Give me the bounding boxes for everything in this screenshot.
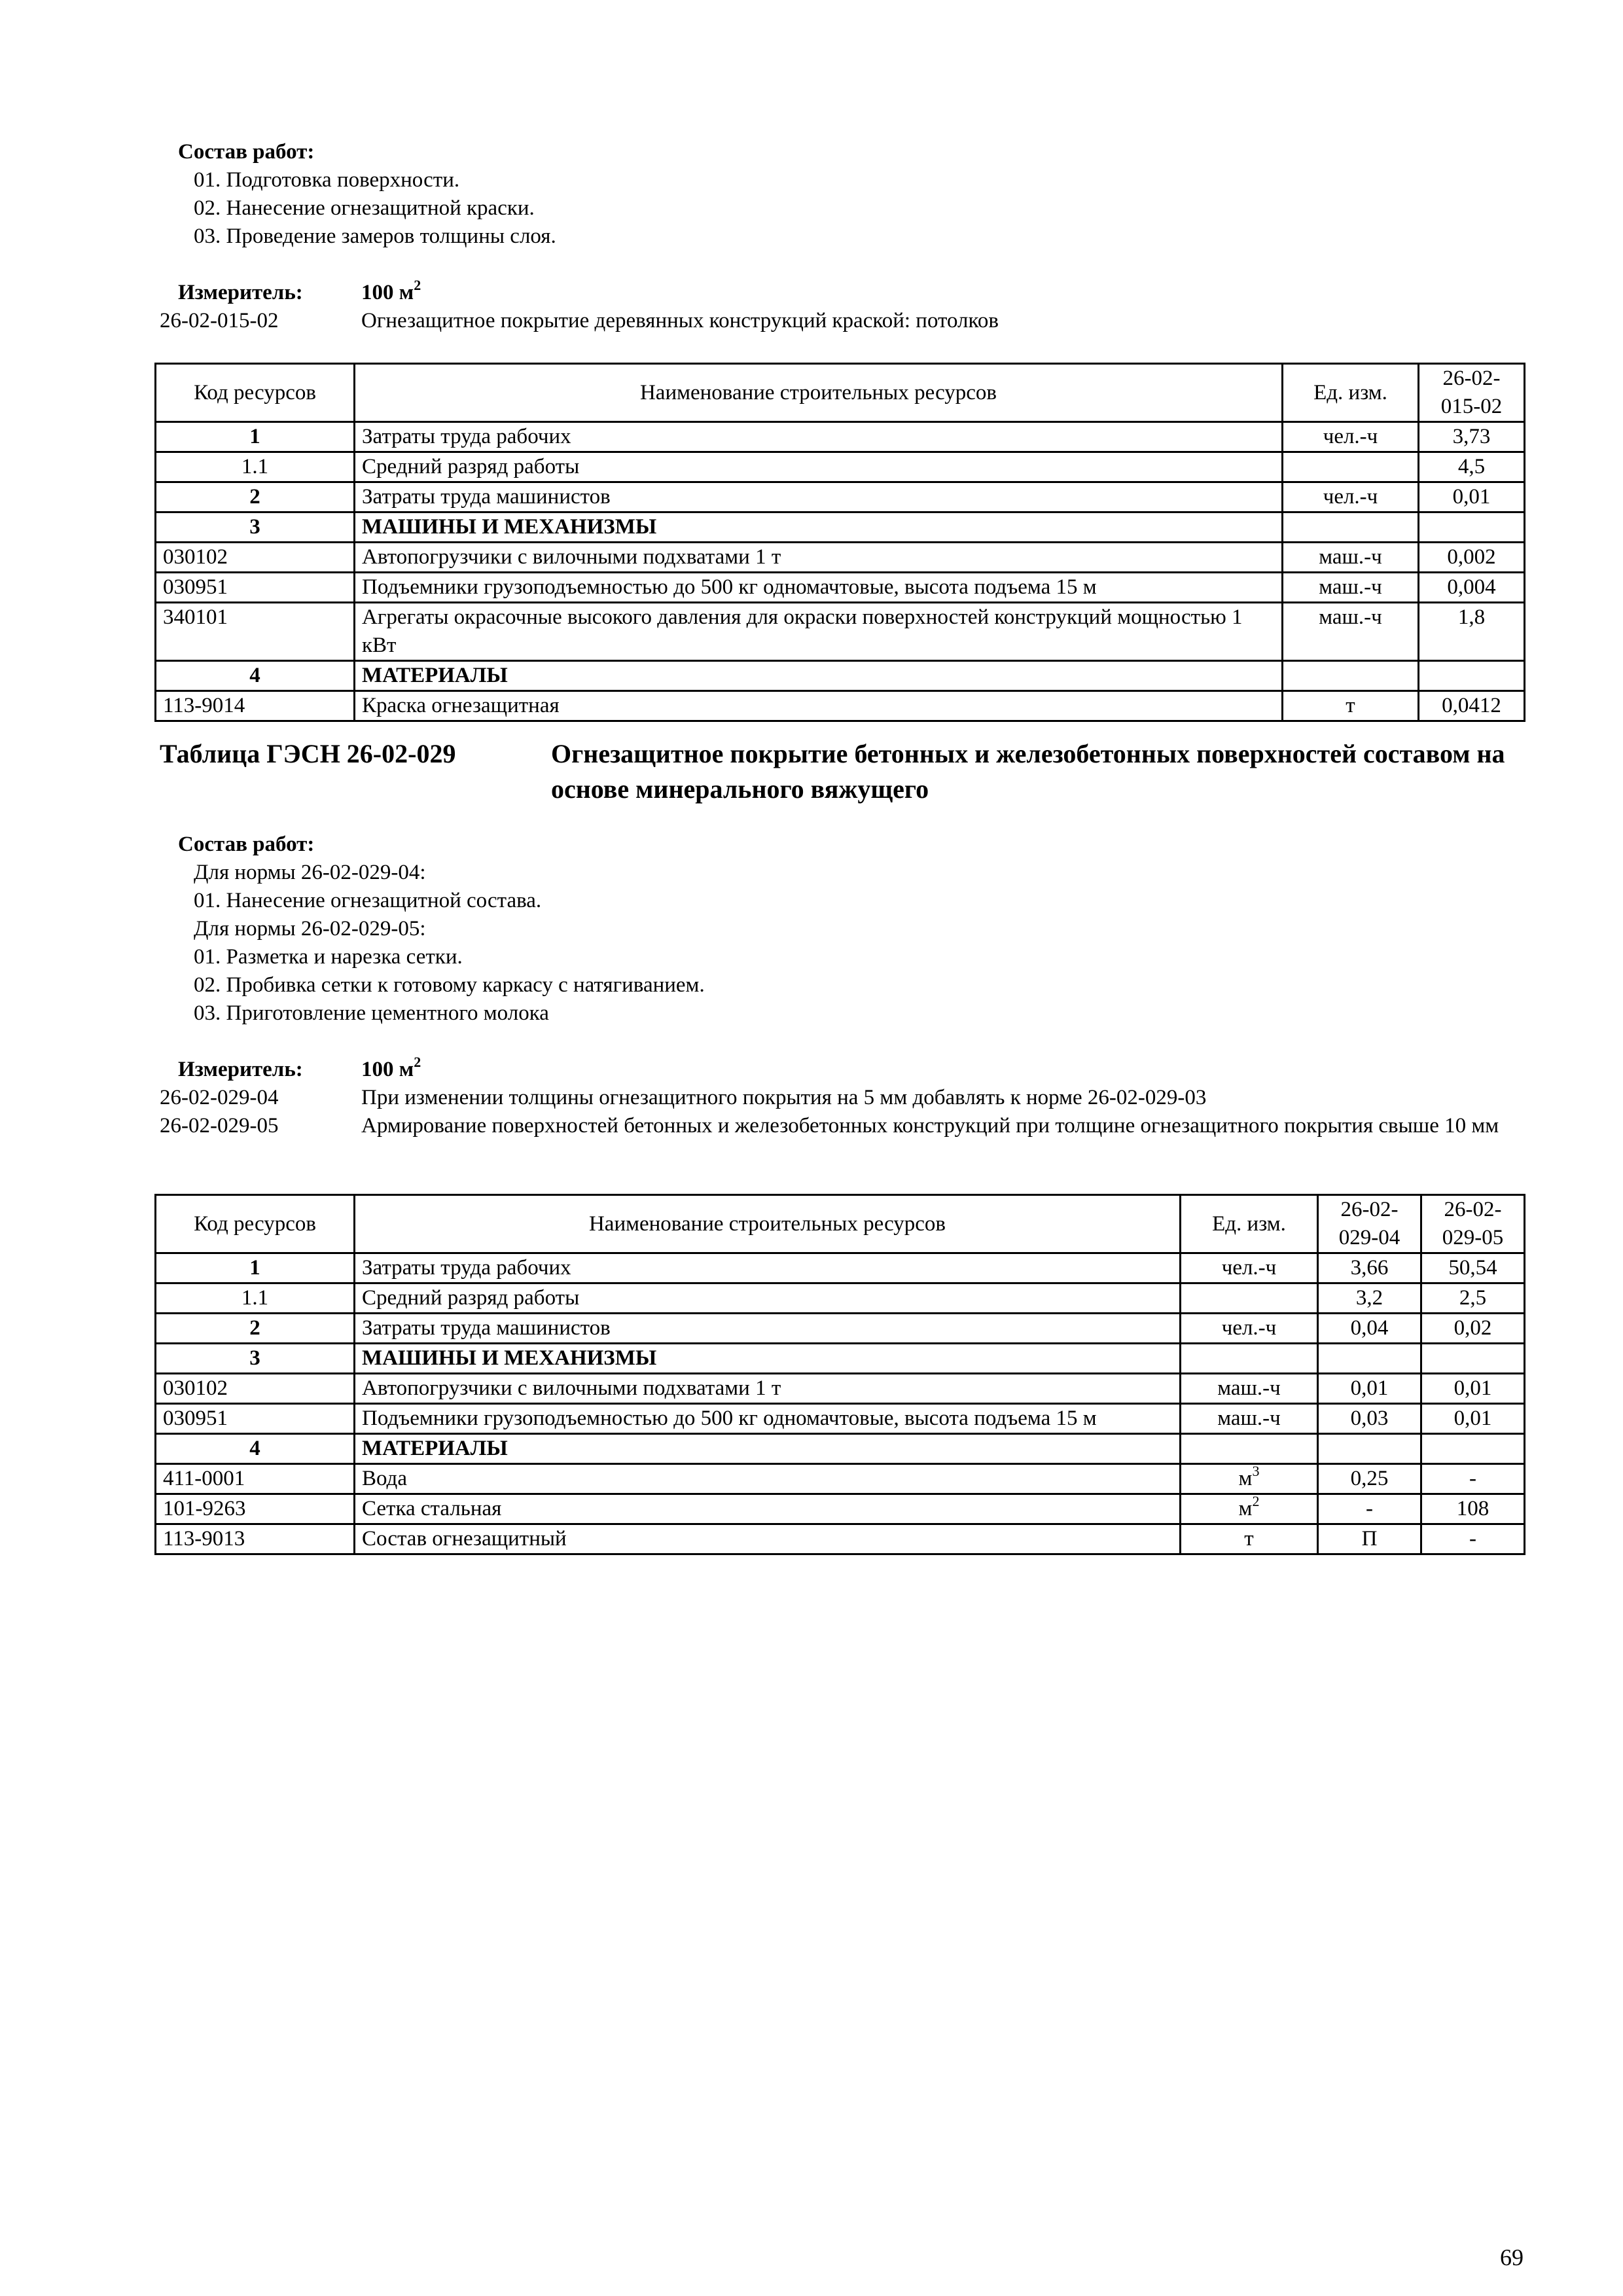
header-name: Наименование строительных ресурсов [355, 1195, 1181, 1253]
resource-group-name: МАШИНЫ И МЕХАНИЗМЫ [355, 1344, 1181, 1374]
table-row [156, 1464, 1525, 1494]
resource-code: 113-9014 [156, 691, 355, 721]
resource-group-name: МАТЕРИАЛЫ [355, 661, 1283, 691]
table-row [156, 1283, 1525, 1314]
resource-unit: т [1181, 1524, 1318, 1554]
resource-code: 4 [156, 1434, 355, 1464]
resource-code: 101-9263 [156, 1494, 355, 1524]
resource-value: 0,004 [1419, 573, 1525, 603]
resource-value: 50,54 [1421, 1253, 1525, 1283]
header-name: Наименование строительных ресурсов [355, 364, 1283, 422]
norm-code: 26-02-015-02 [160, 309, 279, 332]
resource-code: 030951 [156, 1404, 355, 1434]
table-row [156, 422, 1525, 452]
resource-name: Затраты труда машинистов [355, 1314, 1181, 1344]
header-norm-col: 26-02-015-02 [1419, 364, 1525, 422]
resource-name: Вода [355, 1464, 1181, 1494]
resource-code: 030102 [156, 1374, 355, 1404]
table-row [156, 1524, 1525, 1554]
table-row [156, 482, 1525, 512]
resource-value: 0,01 [1421, 1404, 1525, 1434]
table-row [156, 1314, 1525, 1344]
norm-description: Армирование поверхностей бетонных и железобетонных конструкций при толщине огнезащитного покрытия свыше 10 мм [361, 1114, 1499, 1138]
work-composition-heading-2: Состав работ: [178, 833, 315, 856]
resource-value: 1,8 [1419, 603, 1525, 661]
resource-name: Подъемники грузоподъемностью до 500 кг одномачтовые, высота подъема 15 м [355, 573, 1283, 603]
resource-value: 3,66 [1318, 1253, 1421, 1283]
table-header-row [156, 364, 1525, 422]
resource-value: 0,02 [1421, 1314, 1525, 1344]
table-row [156, 1253, 1525, 1283]
norm-description: При изменении толщины огнезащитного покрытия на 5 мм добавлять к норме 26-02-029-03 [361, 1086, 1207, 1109]
resource-name: Агрегаты окрасочные высокого давления для окраски поверхностей конструкций мощностью 1 кВт [355, 603, 1283, 661]
measure-label-2: Измеритель: [178, 1058, 303, 1081]
measure-value-1: 100 $м^2$ [361, 277, 421, 304]
measure-label-1: Измеритель: [178, 281, 303, 304]
resource-code: 1.1 [156, 452, 355, 482]
resource-name: Затраты труда машинистов [355, 482, 1283, 512]
header-unit: Ед. изм. [1283, 364, 1419, 422]
resource-code: 2 [156, 482, 355, 512]
resource-value: 3,2 [1318, 1283, 1421, 1314]
resource-value: 4,5 [1419, 452, 1525, 482]
resource-code: 2 [156, 1314, 355, 1344]
resource-code: 113-9013 [156, 1524, 355, 1554]
resource-code: 1 [156, 1253, 355, 1283]
resource-name: Подъемники грузоподъемностью до 500 кг одномачтовые, высота подъема 15 м [355, 1404, 1181, 1434]
resource-value: П [1318, 1524, 1421, 1554]
work-item: 02. Нанесение огнезащитной краски. [194, 196, 535, 220]
resource-value: 0,0412 [1419, 691, 1525, 721]
work-item: 03. Проведение замеров толщины слоя. [194, 224, 556, 248]
work-item: 01. Разметка и нарезка сетки. [194, 945, 463, 969]
resource-unit: чел.-ч [1283, 422, 1419, 452]
resource-unit: $м^2$ [1181, 1494, 1318, 1524]
resource-value: 0,01 [1318, 1374, 1421, 1404]
resource-code: 411-0001 [156, 1464, 355, 1494]
resource-value: - [1318, 1494, 1421, 1524]
table-header-row [156, 1195, 1525, 1253]
resource-unit: чел.-ч [1283, 482, 1419, 512]
resource-name: Затраты труда рабочих [355, 422, 1283, 452]
resource-name: Автопогрузчики с вилочными подхватами 1 т [355, 1374, 1181, 1404]
resource-group-name: МАТЕРИАЛЫ [355, 1434, 1181, 1464]
norm-code: 26-02-029-05 [160, 1114, 279, 1138]
resource-unit: маш.-ч [1283, 603, 1419, 661]
resource-name: Затраты труда рабочих [355, 1253, 1181, 1283]
resource-unit: $м^3$ [1181, 1464, 1318, 1494]
resource-code: 3 [156, 1344, 355, 1374]
header-norm-col: 26-02-029-05 [1421, 1195, 1525, 1253]
resource-value: 0,01 [1421, 1374, 1525, 1404]
table-row [156, 543, 1525, 573]
resource-unit: маш.-ч [1283, 573, 1419, 603]
work-item: Для нормы 26-02-029-05: [194, 917, 426, 941]
table-row [156, 1404, 1525, 1434]
table-row [156, 1434, 1525, 1464]
resource-name: Средний разряд работы [355, 452, 1283, 482]
resource-code: 4 [156, 661, 355, 691]
resource-value: 0,002 [1419, 543, 1525, 573]
resource-value: - [1421, 1464, 1525, 1494]
resource-value: 0,25 [1318, 1464, 1421, 1494]
resource-code: 1.1 [156, 1283, 355, 1314]
work-item: 03. Приготовление цементного молока [194, 1001, 549, 1025]
measure-value-2: 100 $м^2$ [361, 1054, 421, 1081]
table-row [156, 691, 1525, 721]
work-item: 01. Подготовка поверхности. [194, 168, 460, 192]
resource-unit: маш.-ч [1181, 1374, 1318, 1404]
resource-value: 0,04 [1318, 1314, 1421, 1344]
header-unit: Ед. изм. [1181, 1195, 1318, 1253]
header-norm-col: 26-02-029-04 [1318, 1195, 1421, 1253]
work-item: Для нормы 26-02-029-04: [194, 861, 426, 884]
resource-value: 108 [1421, 1494, 1525, 1524]
resource-unit [1283, 452, 1419, 482]
table-title-text: Огнезащитное покрытие бетонных и железобетонных поверхностей составом на основе минерального вяжущего [551, 739, 1505, 804]
resource-unit: маш.-ч [1181, 1404, 1318, 1434]
header-code: Код ресурсов [156, 364, 355, 422]
table-row [156, 512, 1525, 543]
resource-name: Краска огнезащитная [355, 691, 1283, 721]
norm-code: 26-02-029-04 [160, 1086, 279, 1109]
resource-group-name: МАШИНЫ И МЕХАНИЗМЫ [355, 512, 1283, 543]
table-row [156, 1374, 1525, 1404]
resource-code: 340101 [156, 603, 355, 661]
resource-unit: чел.-ч [1181, 1253, 1318, 1283]
resource-value: 0,03 [1318, 1404, 1421, 1434]
resource-code: 030951 [156, 573, 355, 603]
resource-name: Автопогрузчики с вилочными подхватами 1 т [355, 543, 1283, 573]
resource-code: 030102 [156, 543, 355, 573]
page-number: 69 [1500, 2244, 1524, 2270]
resource-unit [1181, 1283, 1318, 1314]
table-row [156, 1494, 1525, 1524]
resources-table-2 [154, 1194, 1525, 1555]
resource-code: 1 [156, 422, 355, 452]
work-item: 01. Нанесение огнезащитной состава. [194, 889, 542, 912]
resource-unit: т [1283, 691, 1419, 721]
resources-table-1 [154, 363, 1525, 722]
resource-value: 2,5 [1421, 1283, 1525, 1314]
header-code: Код ресурсов [156, 1195, 355, 1253]
resource-name: Сетка стальная [355, 1494, 1181, 1524]
resource-value: - [1421, 1524, 1525, 1554]
resource-value: 0,01 [1419, 482, 1525, 512]
resource-unit: чел.-ч [1181, 1314, 1318, 1344]
resource-unit: маш.-ч [1283, 543, 1419, 573]
work-item: 02. Пробивка сетки к готовому каркасу с натягиванием. [194, 973, 705, 997]
table-row [156, 603, 1525, 661]
resource-value: 3,73 [1419, 422, 1525, 452]
resource-code: 3 [156, 512, 355, 543]
resource-name: Средний разряд работы [355, 1283, 1181, 1314]
table-row [156, 573, 1525, 603]
norm-description: Огнезащитное покрытие деревянных конструкций краской: потолков [361, 309, 999, 332]
table-title-label: Таблица ГЭСН 26-02-029 [160, 739, 456, 768]
work-composition-heading-1: Состав работ: [178, 140, 315, 164]
table-row [156, 1344, 1525, 1374]
table-row [156, 452, 1525, 482]
table-row [156, 661, 1525, 691]
resource-name: Состав огнезащитный [355, 1524, 1181, 1554]
